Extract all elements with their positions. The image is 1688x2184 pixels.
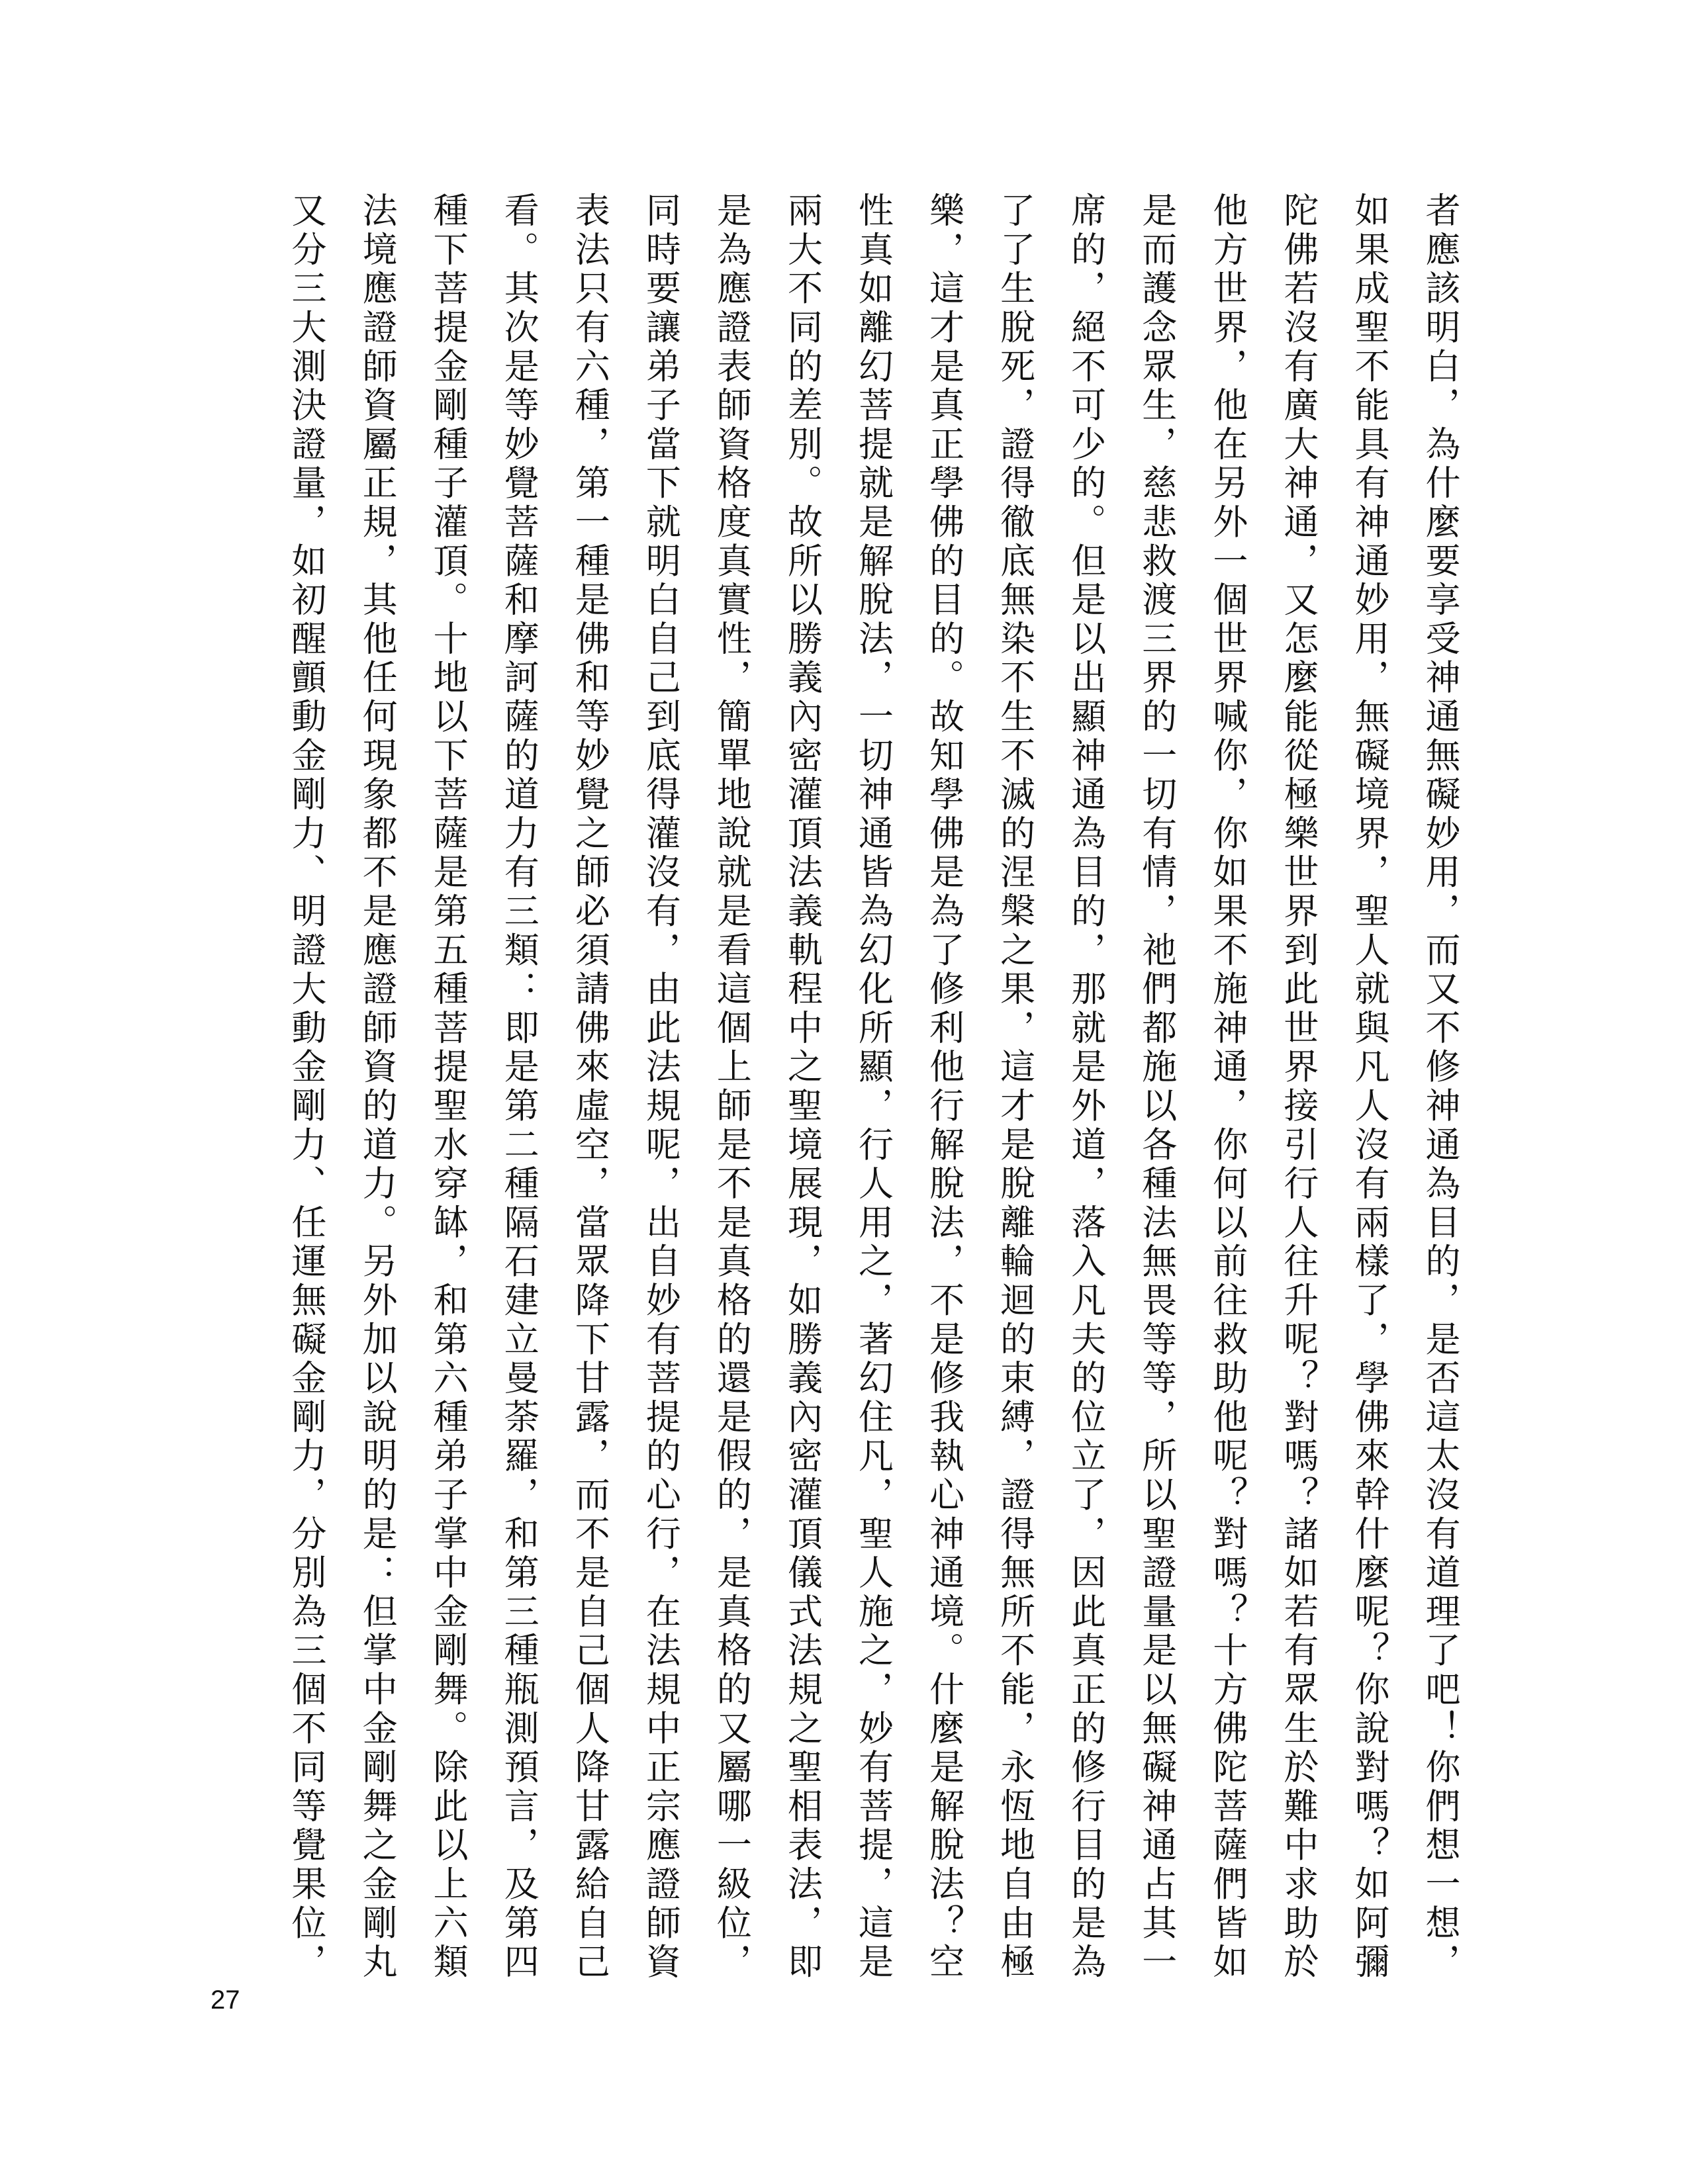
text-column-8: 樂，這才是真正學佛的目的。故知學佛是為了修利他行解脫法，不是修我執心神通境。什麼是解脫法？空 xyxy=(923,192,964,1982)
text-column-10: 兩大不同的差別。故所以勝義內密灌頂法義軌程中之聖境展現，如勝義內密灌頂儀式法規之聖相表法，即 xyxy=(782,192,823,1982)
text-column-12: 同時要讓弟子當下就明白自己到底得灌沒有，由此法規呢，出自妙有菩提的心行，在法規中正宗應證師資 xyxy=(640,192,681,1982)
page-number: 27 xyxy=(211,1985,240,2015)
vertical-body-text xyxy=(271,192,1476,1992)
text-column-17: 又分三大測決證量，如初醒顫動金剛力、明證大動金剛力、任運無礙金剛力，分別為三個不同等覺果位， xyxy=(286,192,326,1982)
text-column-5: 是而護念眾生，慈悲救渡三界的一切有情，祂們都施以各種法無畏等等，所以聖證量是以無礙神通占其一 xyxy=(1136,192,1177,1982)
text-column-6: 席的，絕不可少的。但是以出顯神通為目的，那就是外道，落入凡夫的位立了，因此真正的修行目的是為 xyxy=(1065,192,1106,1982)
text-column-13: 表法只有六種，第一種是佛和等妙覺之師必須請佛來虛空，當眾降下甘露，而不是自己個人降甘露給自己 xyxy=(569,192,610,1982)
text-column-15: 種下菩提金剛種子灌頂。十地以下菩薩是第五種菩提聖水穿缽，和第六種弟子掌中金剛舞。除此以上六類 xyxy=(428,192,469,1982)
text-column-1: 者應該明白，為什麼要享受神通無礙妙用，而又不修神通為目的，是否這太沒有道理了吧！你們想一想， xyxy=(1420,192,1460,1982)
text-column-7: 了了生脫死，證得徹底無染不生不滅的涅槃之果，這才是脫離輪迴的束縛，證得無所不能，永恆地自由極 xyxy=(994,192,1035,1982)
text-column-3: 陀佛若沒有廣大神通，又怎麼能從極樂世界到此世界接引行人往升呢？對嗎？諸如若有眾生於難中求助於 xyxy=(1278,192,1319,1982)
text-column-9: 性真如離幻菩提就是解脫法，一切神通皆為幻化所顯，行人用之，著幻住凡，聖人施之，妙有菩提，這是 xyxy=(853,192,894,1982)
text-column-4: 他方世界，他在另外一個世界喊你，你如果不施神通，你何以前往救助他呢？對嗎？十方佛陀菩薩們皆如 xyxy=(1207,192,1248,1982)
text-column-11: 是為應證表師資格度真實性，簡單地說就是看這個上師是不是真格的還是假的，是真格的又屬哪一級位， xyxy=(711,192,752,1982)
text-column-16: 法境應證師資屬正規，其他任何現象都不是應證師資的道力。另外加以說明的是：但掌中金剛舞之金剛丸 xyxy=(357,192,398,1982)
text-column-2: 如果成聖不能具有神通妙用，無礙境界，聖人就與凡人沒有兩樣了，學佛來幹什麼呢？你說對嗎？如阿彌 xyxy=(1348,192,1389,1982)
text-column-14: 看。其次是等妙覺菩薩和摩訶薩的道力有三類：即是第二種隔石建立曼荼羅，和第三種瓶測預言，及第四 xyxy=(498,192,539,1982)
